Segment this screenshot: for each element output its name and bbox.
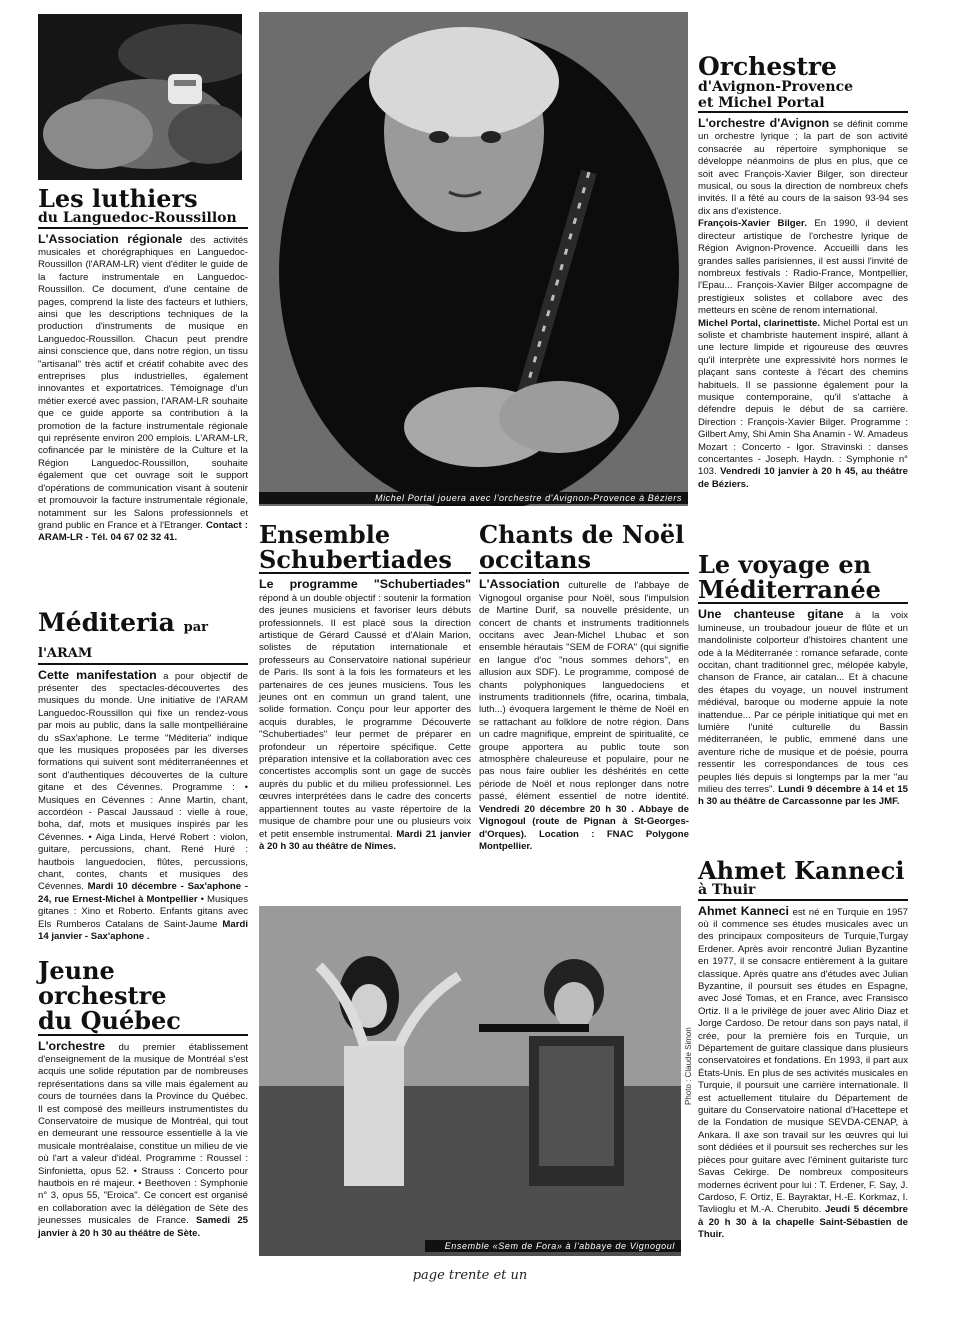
quebec-article [38,958,248,1240]
voyage-text: à la voix lumineuse, un troubadour joueur de flûte et un mandoliniste colporteur d'histoires chantent une ode à la Méditerranée : romance sefarade, conte occitan, chant traditionnel grec, mélopée kabyle, chanson de France, air catalan... Et à chacune des étapes du voyage, un nouvel instrument médiéval, baroque ou moderne appuie la note inattendue... Par ce périple initiatique qui met en lumière l'unité culturelle du Bassin méditerranéen, le public, emmené dans une aventure riche de musique et de poésie, pourra ressentir les correspondances de tous ces peuples liés depuis si longtemps par la mer "au milieu des terres". [698,610,908,796]
mediteria-lead: Cette manifestation [38,667,157,682]
mediteria-title: Méditeria [38,608,175,637]
voyage-title-line2: Méditerranée [698,577,908,604]
schubertiades-article [259,522,471,853]
quebec-date: Samedi 25 janvier à 20 h 30 au théâtre de Sète. [38,1215,248,1239]
schubertiades-date: Mardi 21 janvier à 20 h 30 au théâtre de Nîmes. [259,828,471,852]
schubertiades-body [259,578,471,853]
mediteria-text2: • Musiques gitanes : Xino et Roberto. Enfants gitans avec Els Rumberos Catalans de Saint-Jaume [38,893,249,930]
sem-photo-credit: Photo : Claude Simon [684,1027,693,1105]
luthiers-text: des activités musicales et chorégraphiques en Languedoc-Roussillon (l'ARAM-LR) vient d'éditer le guide de la facture instrumentale en Languedoc-Roussillon. Ce document, d'une centaine de pages, comprend la liste des facteurs et luthiers, ainsi que les descriptions techniques de la production d'instruments de musique en Languedoc-Roussillon. Chacun peut prendre ainsi conscience que, dans notre région, un tissu "artisanal" très actif et créatif cohabite avec des entreprises plus industrielles, également innovantes et exportatrices. Témoignage d'un métier exercé avec passion, l'ARAM-LR souhaite que ce guide apporte sa contribution à la promotion de la facture instrumentale régionale qui représente environ 200 emplois. L'ARAM-LR, cofinancée par le ministère de la Culture et la Région Languedoc-Roussillon, souhaite également que cet ouvrage soit le support d'opérations de communication visant à soutenir et promouvoir la facture instrumentale régionale, notamment sur les Salons professionnels et grand public en France et à l'Etranger. [38,234,248,531]
mediteria-title-row [38,610,248,665]
orchestre-text: se définit comme un orchestre lyrique ; la part de son activité consacrée au répertoire symphonique se développe néanmoins de plus en plus, que ce soit avec François-Xavier Bilger, son directeur musical, ou sous la direction de nombreux chefs invités. Il a fêté au cours de la saison 93-94 ses dix ans d'existence. [698,119,908,217]
quebec-title-line1: Jeune orchestre [38,956,167,1011]
page-footer: page trente et un [412,1268,528,1283]
ahmet-lead: Ahmet Kanneci [698,903,790,918]
quebec-body [38,1040,248,1241]
chants-article [479,522,689,853]
mediteria-text: a pour objectif de présenter des spectacles-découvertes des musiques du monde. Une initiative de l'ARAM Languedoc-Roussillon qui fixe un rendez-vous par mois au public, dans la salle montpelliéraine du sSax'aphone. Le terme "Méditeria" indique que les musiques proposées par les diverses formations qui suivent sont méditerranéennes et sont d'authentiques découvertes de la culture gitane et des Cévennes. Programme : • Musiques en Cévennes : Anne Martin, chant, accordéon - Pascal Jaussaud : vielle à roue, boha, daf, mots et musiques inspirés par les Cévennes. • Aiga Linda, Hervé Robert : violon, guitare, percussions, chant. René Huré : hautbois languedocien, flûtes, percussions, chant, contes, chants et musiques des Cévennes. [38,670,248,893]
orchestre-date: Vendredi 10 janvier à 20 h 45, au théâtre de Béziers. [698,466,909,490]
luthiers-body [38,233,248,545]
schubertiades-title-line1: Ensemble [259,520,391,549]
orchestre-p2 [698,218,908,317]
ahmet-title: Ahmet Kanneci [698,856,905,885]
orchestre-body [698,117,908,218]
portal-caption: Michel Portal jouera avec l'orchestre d'Avignon-Provence à Béziers [259,492,688,504]
orchestre-p2-lead: François-Xavier Bilger. [698,218,807,230]
ahmet-article [698,858,908,1242]
voyage-lead: Une chanteuse gitane [698,607,844,622]
orchestre-article [698,54,908,491]
voyage-article [698,552,908,809]
orchestre-p2-text: En 1990, il devient directeur artistique de l'orchestre lyrique de Région Avignon-Provence. Accueilli dans les grandes salles parisiennes, il est aussi l'invité de nombreux festivals : Radio-France, Montpellier, l'Epau... François-Xavier Bilger accompagne de prestigieux solistes et collabore avec des metteurs en scène de renom international. [698,218,908,317]
chants-body [479,578,689,853]
orchestre-lead: L'orchestre d'Avignon [698,116,830,131]
mediteria-article [38,610,248,943]
schubertiades-title-line2: Schubertiades [259,547,471,574]
voyage-body [698,608,908,809]
ahmet-subtitle: à Thuir [698,883,908,900]
quebec-lead: L'orchestre [38,1038,105,1053]
luthiers-title: Les luthiers [38,184,198,213]
voyage-date: Lundi 9 décembre à 14 et 15 h 30 au théâtre de Carcassonne par les JMF. [698,784,908,808]
chants-text: culturelle de l'abbaye de Vignogoul organise pour Noël, sous l'impulsion de Martine Durif, sa nouvelle présidente, un concert de chants et instruments traditionnels occitans avec Jean-Michel Lhubac et son ensemble hérautais "SEM de FORA" (qui signifie en langue d'oc "nous sommes dehors", en allusion aux SDF). Le programme, composé de chants polyphoniques languedociens et instruments traditionnels (fifre, ocarina, timbala, luth...) évoquera largement le thème de Noël en se rattachant au folklore de notre région. Dans un cadre magnifique, empreint de spiritualité, ce groupe apportera au public toute son atmosphère chaleureuse et populaire, pour ne pas nous faire oublier les déshérités en cette période de Noël et nous replonger dans notre passé, élément essentiel de notre identité. [479,580,689,803]
luthiers-lead: L'Association régionale [38,231,183,246]
portal-photo [259,12,688,506]
ahmet-body [698,905,908,1242]
mediteria-title-suffix: par l'ARAM [38,620,208,662]
schubertiades-lead: Le programme "Schubertiades" [259,577,471,592]
quebec-text: du premier établissement d'enseignement de la musique de Montréal s'est acquis une solide réputation par de nombreuses représentations dans sa ville mais également au cours de tournées dans la Province du Québec. Il est composé des meilleurs instrumentistes du Conservatoire de musique de Montréal, qui tout en demeurant une ressource essentielle à la vie musicale montréalaise, constitue un milieu de vie où l'art a valeur d'idéal. Programme : Roussel : Sinfonietta, opus 52. • Strauss : Concerto pour hautbois en ré majeur. • Beethoven : Symphonie n° 3, opus 55, "Eroica". Ce concert est organisé en collaboration avec la délégation de Sète des jeunesses musicales de France. [38,1041,248,1227]
orchestre-title: Orchestre [698,52,837,81]
sem-de-fora-image [259,906,681,1256]
orchestre-subtitle1: d'Avignon-Provence [698,79,854,96]
orchestre-subtitle2: et Michel Portal [698,96,908,113]
chants-title-line1: Chants de Noël [479,520,685,549]
ahmet-date: Jeudi 5 décembre à 20 h 30 à la chapelle Saint-Sébastien de Thuir. [698,1204,908,1241]
luthiers-subtitle: du Languedoc-Roussillon [38,211,248,228]
ahmet-text: est né en Turquie en 1957 où il commence ses études musicales avec un des principaux compositeurs de Turquie,Turgay Erdener. Après avoir rencontré Julian Byzantine en 1977, il se consacre entièrement à la guitare classique. Après quatre ans d'études avec Julian Byzantine, il poursuit ses études en Espagne, avec José Tomas, et en France, avec Fransisco Ortiz. Il a le privilège de jouer avec Alirio Diaz et Jorge Cardoso. De retour dans son pays natal, il crée, pour la première fois en Turquie, un Département de guitare classique dans plusieurs conservatoires et fondations. En 1993, il part aux États-Unis. En plus de ses activités musicales en Turquie, il poursuit une carrière internationale. Il est actuellement titulaire du Département de guitare du Conservatoire national d'Hacettepe et de la Fondation de musique SEVDA-CENAP, à Ankara. Il axe son travail sur les œuvres qui lui sont dédiées et il poursuit ses recherches sur les pièces pour guitare avec l'éminent guitariste turc Savas Cekirge. De nombreux compositeurs modernes écrivent pour lui : T. Erdener, F. Say, J. Cardoso, F. Ortiz, E. Bayraktar, H.-E. Korkmaz, I. Tavlioglu et M.-A. Cherubito. [698,906,908,1216]
orchestre-p3-text: Michel Portal est un soliste et chambriste hautement inspiré, allant à une lecture limpide et rigoureuse des œuvres qu'il interprète une expressivité hors normes le plaçant sans conteste à l'écart des chemins habituels. Il se passionne également pour la musique contemporaine, qu'il s'attache à défendre depuis le début de sa carrière. Direction : François-Xavier Bilger. Programme : Gilbert Amy, Shi Amin Sha Anamin - W. Amadeus Mozart : Concerto - Igor. Stravinski : danses concertantes - Joseph. Haydn. : Symphonie n° 103. [698,317,908,478]
orchestre-p3 [698,318,908,492]
luthier-photo [38,14,242,180]
sem-caption: Ensemble «Sem de Fora» à l'abbaye de Vignogoul [425,1240,681,1252]
quebec-title-line2: du Québec [38,1008,248,1035]
schubertiades-text: répond à un double objectif : soutenir la formation des jeunes musiciens et favoriser leurs débuts professionnels. Il est placé sous la direction artistique de Gérard Caussé et d'Alain Marion, solistes de réputation internationale et professeurs au Conservatoire national supérieur de Paris. Ils sont à la fois les formateurs et les partenaires de ces jeunes musiciens. Tous les jeunes ont en commun un grand talent, une solide formation. Conçu pour leur apporter des acquis durables, le programme Découverte "Schubertiades" leur permet de préparer en profondeur un répertoire spécifique. Cette préparation intensive et la collaboration avec ces concertistes accomplis sont un gage de succès auprès du public et du milieu professionnel. Les œuvres interprétées dans le cadre des concerts appartiennent toutes au vaste répertoire de la musique de chambre pour une ou plusieurs voix et petit ensemble instrumental. [259,592,471,840]
luthiers-contact: Contact : ARAM-LR - Tél. 04 67 02 32 41. [38,519,248,544]
luthiers-article [38,186,248,545]
portal-clarinet-image [259,12,688,506]
chants-date: Vendredi 20 décembre 20 h 30 . Abbaye de Vignogoul (route de Pignan à St-Georges-d'Orques). Location : FNAC Polygone Montpellier. [479,803,689,852]
sem-photo [259,906,681,1256]
mediteria-body [38,669,248,944]
mediteria-date1: Mardi 10 décembre - Sax'aphone - 24, rue Ernest-Michel à Montpellier [38,881,249,905]
voyage-title-line1: Le voyage en [698,550,872,579]
luthier-hands-image [38,14,242,180]
chants-title-line2: occitans [479,547,689,574]
orchestre-p3-lead: Michel Portal, clarinettiste. [698,317,821,329]
chants-lead: L'Association [479,577,560,592]
mediteria-date2: Mardi 14 janvier - Sax'aphone . [38,918,248,943]
